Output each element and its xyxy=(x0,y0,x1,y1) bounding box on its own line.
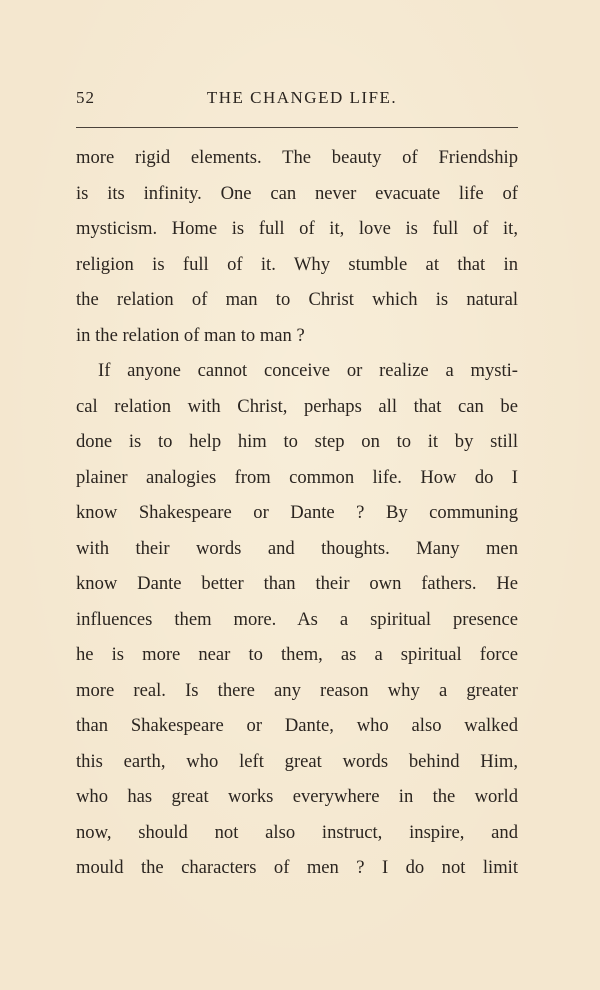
page-number: 52 xyxy=(76,88,95,107)
text-line: now, should not also instruct, inspire, and xyxy=(76,821,518,843)
header-rule xyxy=(76,127,518,128)
body-text xyxy=(76,140,518,886)
text-line: more rigid elements. The beauty of Friendship xyxy=(76,147,518,168)
text-line: influences them more. As a spiritual presence xyxy=(76,608,518,630)
text-line: in the relation of man to man ? xyxy=(76,324,305,346)
text-line: cal relation with Christ, perhaps all that can be xyxy=(76,395,518,417)
text-line: religion is full of it. Why stumble at that in xyxy=(76,253,518,275)
text-line: more real. Is there any reason why a greater xyxy=(76,679,518,701)
text-line: with their words and thoughts. Many men xyxy=(76,537,518,559)
text-line: know Dante better than their own fathers. He xyxy=(76,573,518,594)
text-line: plainer analogies from common life. How do I xyxy=(76,466,518,488)
running-head xyxy=(76,88,518,112)
paragraph-2 xyxy=(76,353,518,886)
text-line: than Shakespeare or Dante, who also walked xyxy=(76,715,518,736)
text-line: is its infinity. One can never evacuate life of xyxy=(76,182,518,204)
paragraph-1 xyxy=(76,140,518,353)
text-line: If anyone cannot conceive or realize a mysti- xyxy=(98,360,518,381)
text-line: this earth, who left great words behind Him, xyxy=(76,750,518,772)
text-line: mould the characters of men ? I do not limit xyxy=(76,857,518,878)
text-line: mysticism. Home is full of it, love is full of it, xyxy=(76,218,518,239)
text-line: done is to help him to step on to it by still xyxy=(76,431,518,452)
text-line: know Shakespeare or Dante ? By communing xyxy=(76,502,518,523)
text-line: who has great works everywhere in the world xyxy=(76,786,518,807)
text-line: the relation of man to Christ which is natural xyxy=(76,289,518,310)
running-title: THE CHANGED LIFE. xyxy=(206,88,398,107)
text-line: he is more near to them, as a spiritual force xyxy=(76,644,518,665)
